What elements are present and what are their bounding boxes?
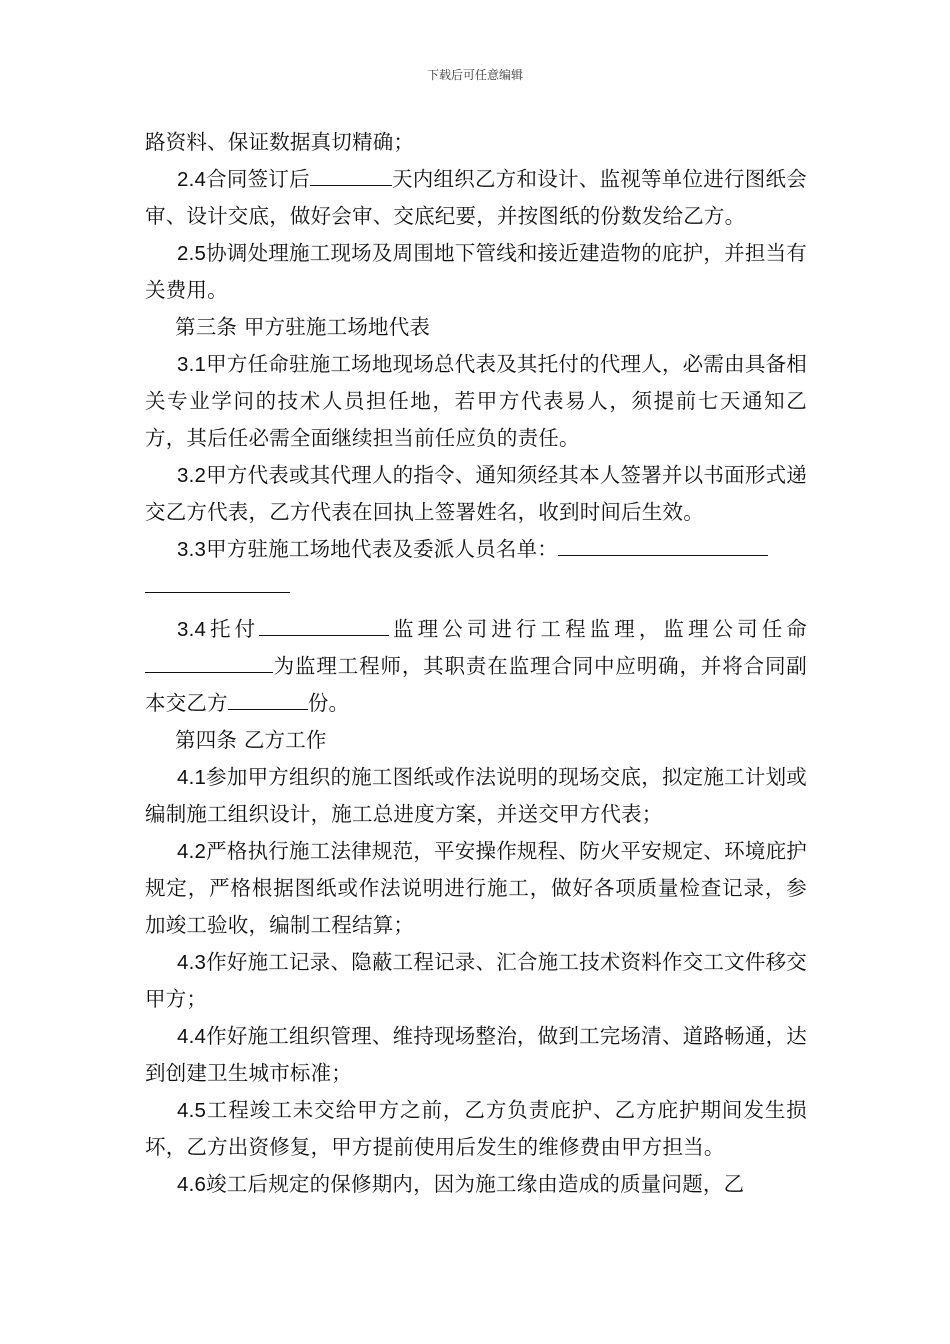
fill-in-blank [145, 650, 273, 673]
paragraph-4-1 [145, 759, 807, 833]
paragraph-2-5 [145, 235, 807, 309]
clause-number: 3.1 [177, 353, 207, 376]
paragraph-4-6 [145, 1166, 807, 1203]
clause-number: 4.6 [177, 1173, 207, 1196]
clause-number: 4.1 [177, 766, 207, 789]
clause-text: 协调处理施工现场及周围地下管线和接近建造物的庇护，并担当有关费用。 [145, 241, 807, 302]
paragraph-3-3 [145, 531, 807, 605]
clause-text: 监理公司进行工程监理，监理公司任命 [389, 617, 807, 641]
paragraph-4-4 [145, 1018, 807, 1092]
paragraph-4-5 [145, 1092, 807, 1166]
clause-number: 3.4 [177, 618, 207, 641]
clause-text: 托付 [206, 617, 260, 641]
paragraph-4-2 [145, 833, 807, 944]
clause-number: 2.4 [177, 168, 207, 191]
clause-text: 甲方驻施工场地代表及委派人员名单： [206, 537, 559, 561]
clause-text: 严格执行施工法律规范，平安操作规程、防火平安规定、环境庇护规定，严格根据图纸或作法说明进行施工，做好各项质量检查记录，参加竣工验收，编制工程结算； [145, 839, 807, 937]
section-heading: 第四条 乙方工作 [175, 728, 327, 752]
paragraph-3-1 [145, 346, 807, 457]
clause-text: 工程竣工未交给甲方之前，乙方负责庇护、乙方庇护期间发生损坏，乙方出资修复，甲方提前使用后发生的维修费由甲方担当。 [145, 1098, 807, 1159]
fill-in-blank [310, 163, 392, 186]
clause-number: 2.5 [177, 242, 207, 265]
clause-text: 参加甲方组织的施工图纸或作法说明的现场交底，拟定施工计划或编制施工组织设计，施工总进度方案，并送交甲方代表； [145, 765, 807, 826]
clause-text: 份。 [307, 691, 350, 715]
clause-number: 3.2 [177, 464, 207, 487]
clause-number: 4.5 [177, 1099, 207, 1122]
clause-text: 作好施工组织管理、维持现场整治，做到工完场清、道路畅通，达到创建卫生城市标准； [145, 1024, 807, 1085]
section-heading: 第三条 甲方驻施工场地代表 [175, 315, 431, 339]
clause-text: 甲方任命驻施工场地现场总代表及其托付的代理人，必需由具备相关专业学问的技术人员担任地，若甲方代表易人，须提前七天通知乙方，其后任必需全面继续担当前任应负的责任。 [145, 352, 807, 450]
document-body [145, 124, 807, 1203]
fill-in-blank [145, 570, 290, 593]
clause-text: 合同签订后 [206, 167, 310, 191]
clause-text: 作好施工记录、隐蔽工程记录、汇合施工技术资料作交工文件移交甲方； [145, 950, 807, 1011]
page-header: 下载后可任意编辑 [426, 68, 523, 82]
clause-number: 4.2 [177, 840, 207, 863]
fill-in-blank [228, 687, 308, 710]
fill-in-blank [259, 613, 389, 636]
paragraph-2-4 [145, 161, 807, 235]
fill-in-blank [558, 533, 768, 556]
clause-number: 3.3 [177, 538, 207, 561]
paragraph: 路资料、保证数据真切精确； [145, 130, 415, 154]
paragraph-3-4 [145, 611, 807, 722]
clause-number: 4.4 [177, 1025, 207, 1048]
paragraph-4-3 [145, 944, 807, 1018]
clause-text: 甲方代表或其代理人的指令、通知须经其本人签署并以书面形式递交乙方代表，乙方代表在回执上签署姓名，收到时间后生效。 [145, 463, 807, 524]
clause-text: 竣工后规定的保修期内，因为施工缘由造成的质量问题，乙 [206, 1172, 745, 1196]
paragraph-3-2 [145, 457, 807, 531]
clause-text: 天内组织乙方和设计、监视等单位进行图纸会审、设计交底，做好会审、交底纪要，并按图纸的份数发给乙方。 [145, 167, 808, 228]
clause-text: 为监理工程师，其职责在监理合同中应明确，并将合同副本交乙方 [145, 654, 807, 715]
clause-number: 4.3 [177, 951, 207, 974]
